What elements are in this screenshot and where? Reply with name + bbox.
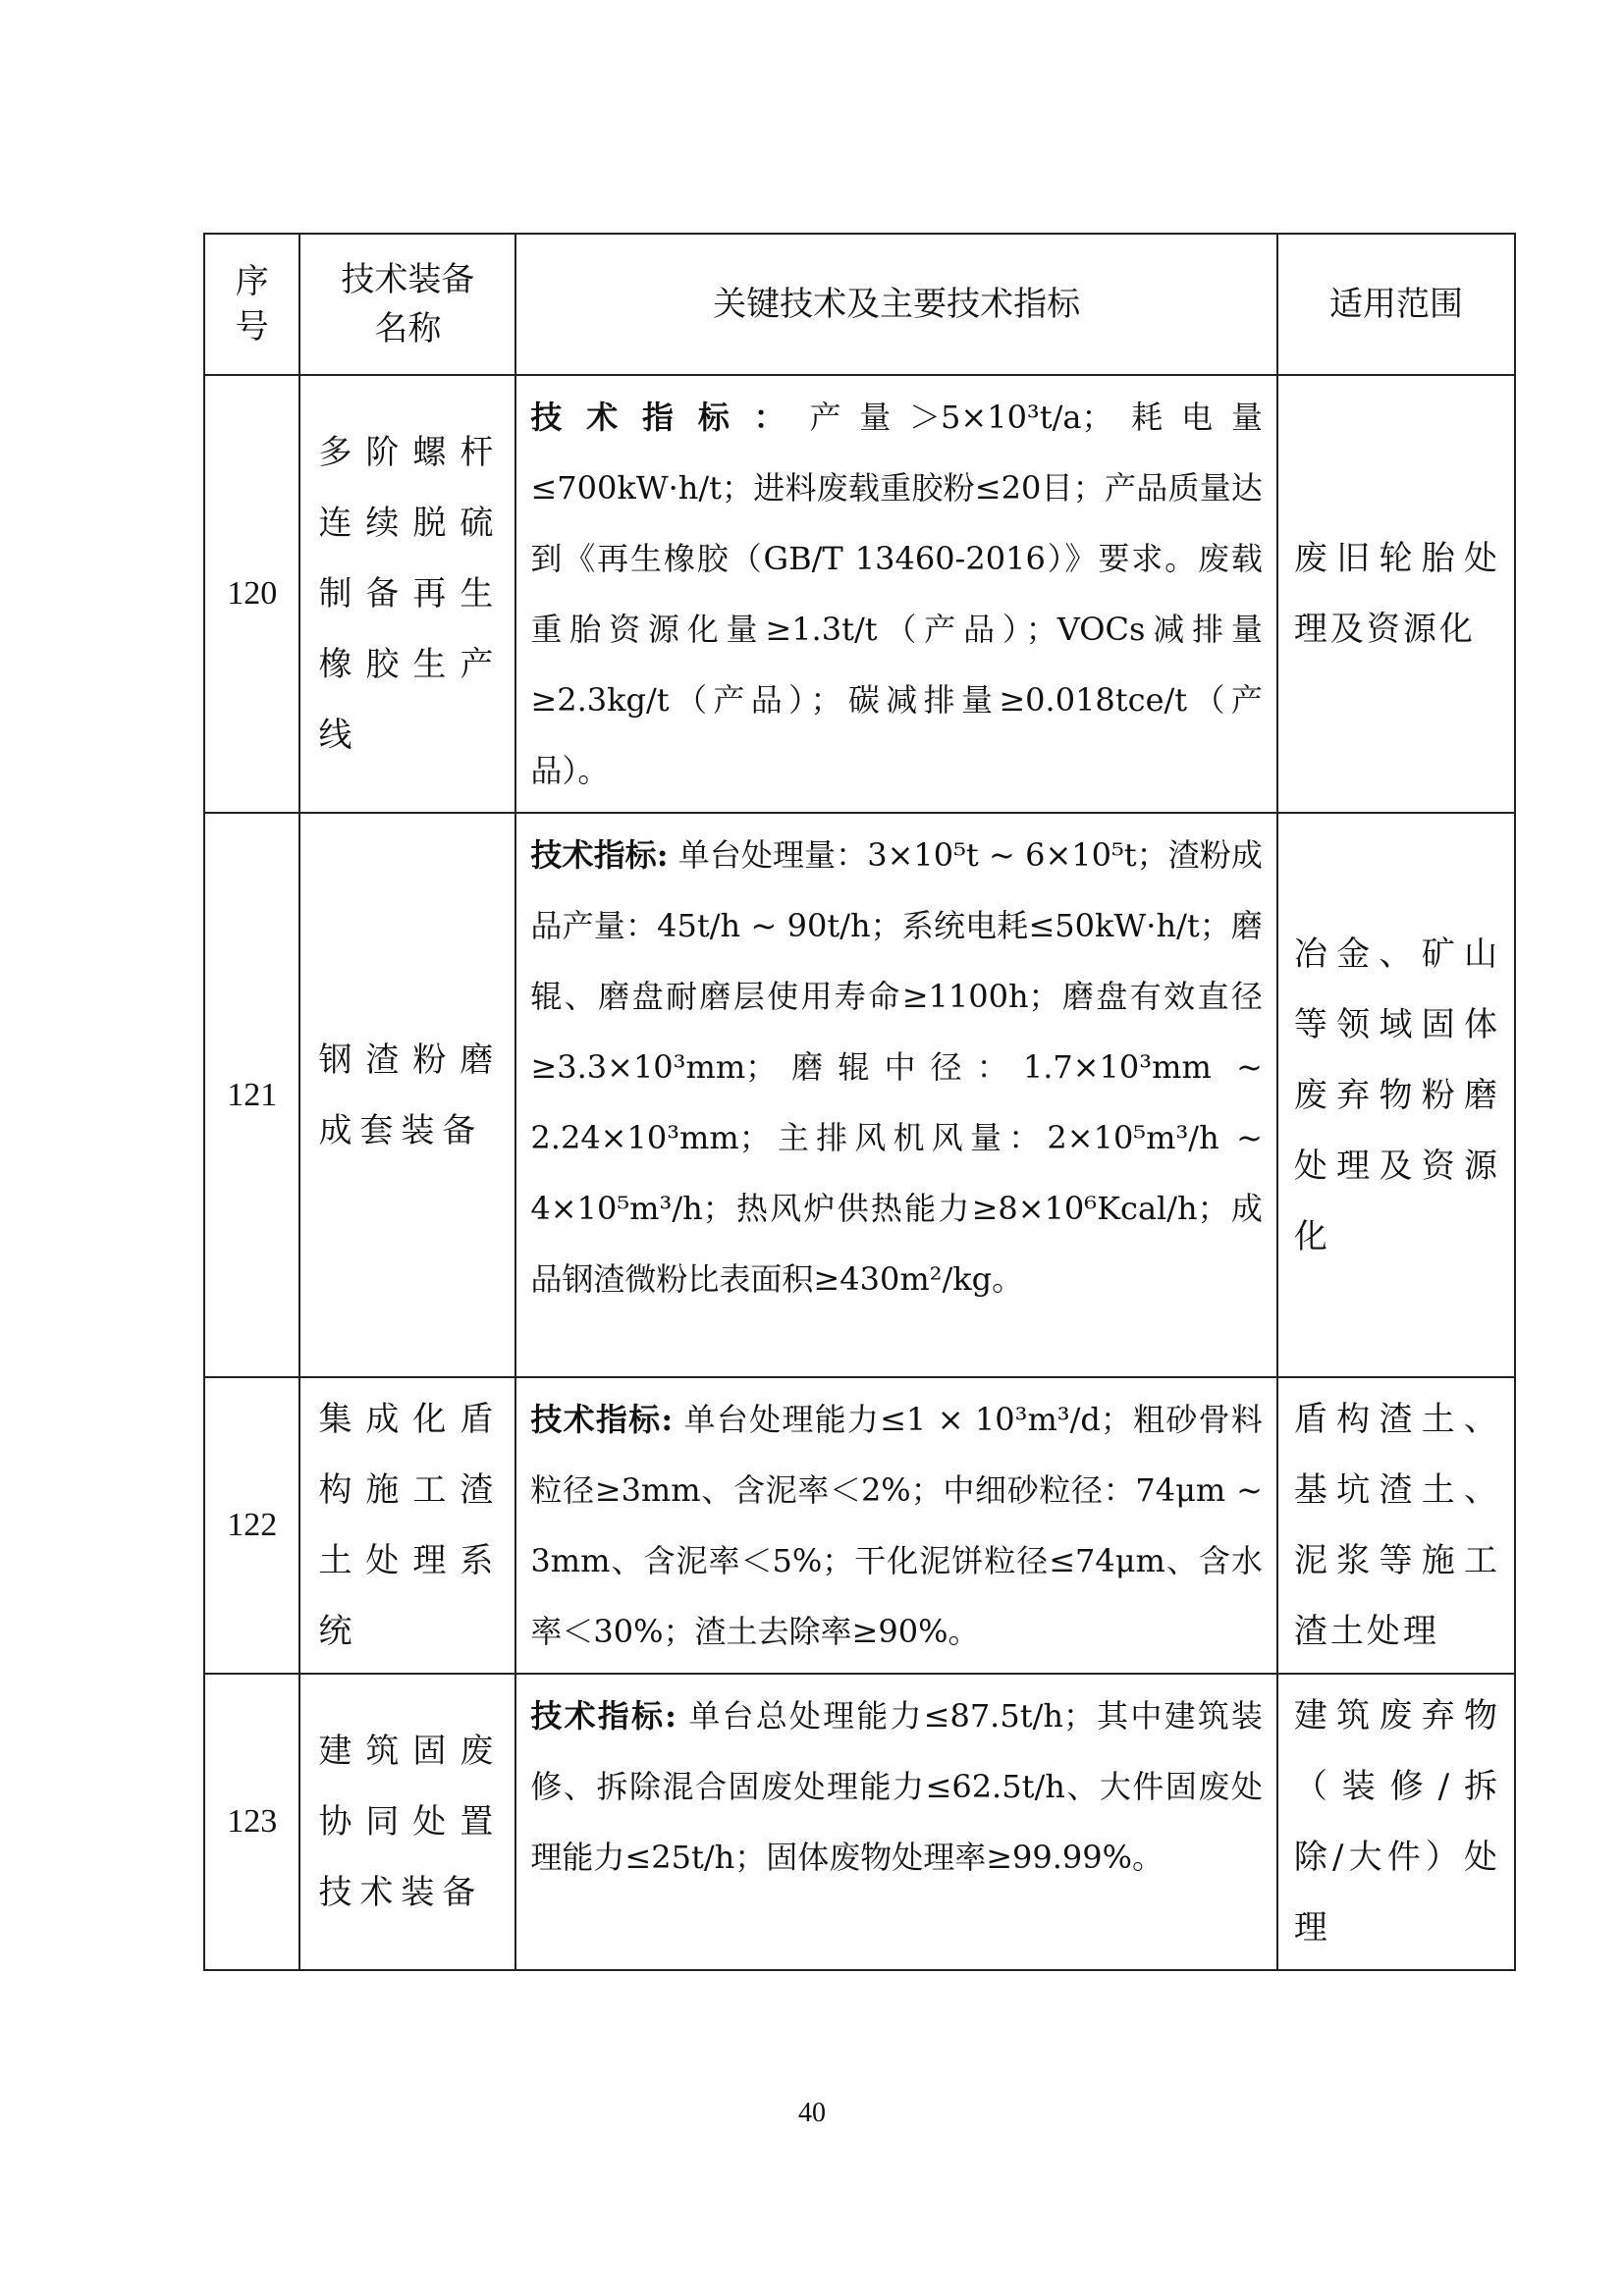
table-row	[204, 1674, 1515, 1970]
tech-indicator-text: 单台处理量：3×10⁵t ~ 6×10⁵t；渣粉成品产量：45t/h ~ 90t/h；系统电耗≤50kW·h/t；磨辊、磨盘耐磨层使用寿命≥1100h；磨盘有效直径≥3.3×10³mm；磨辊中径：1.7×10³mm ~ 2.24×10³mm；主排风机风量：2×10⁵m³/h ~ 4×10⁵m³/h；热风炉供热能力≥8×10⁶Kcal/h；成品钢渣微粉比表面积≥430m²/kg。	[530, 836, 1263, 1298]
row-serial-number: 122	[204, 1377, 299, 1674]
row-serial-number: 121	[204, 813, 299, 1377]
tech-indicator-text: 单台处理能力≤1 × 10³m³/d；粗砂骨料粒径≥3mm、含泥率＜2%；中细砂粒径：74μm ~ 3mm、含泥率＜5%；干化泥饼粒径≤74μm、含水率＜30%；渣土去除率≥90%。	[530, 1401, 1263, 1650]
row-scope: 冶金、矿山等领域固体废弃物粉磨处理及资源化	[1277, 813, 1515, 1377]
equipment-table	[203, 233, 1516, 1971]
table-body	[204, 375, 1515, 1970]
row-scope: 盾构渣土、基坑渣土、泥浆等施工渣土处理	[1277, 1377, 1515, 1674]
row-tech-indicators	[515, 375, 1276, 813]
table-row	[204, 1377, 1515, 1674]
header-row	[204, 234, 1515, 375]
row-equipment-name: 建筑固废协同处置技术装备	[299, 1674, 515, 1970]
table-row	[204, 813, 1515, 1377]
row-serial-number: 123	[204, 1674, 299, 1970]
table-header	[204, 234, 1515, 375]
tech-indicator-text: 产量＞5×10³t/a；耗电量≤700kW·h/t；进料废载重胶粉≤20目；产品质量达到《再生橡胶（GB/T 13460-2016）》要求。废载重胎资源化量≥1.3t/t（产品）；VOCs减排量≥2.3kg/t（产品）；碳减排量≥0.018tce/t（产品）。	[530, 399, 1263, 789]
tech-indicator-label: 技术指标:	[530, 836, 669, 874]
tech-indicator-label: 技术指标:	[530, 1401, 674, 1438]
row-tech-indicators	[515, 1674, 1276, 1970]
row-equipment-name: 集成化盾构施工渣土处理系统	[299, 1377, 515, 1674]
header-scope: 适用范围	[1277, 234, 1515, 375]
row-scope: 建筑废弃物（装修/拆除/大件）处理	[1277, 1674, 1515, 1970]
table-row	[204, 375, 1515, 813]
tech-indicator-label: 技术指标:	[530, 1697, 677, 1735]
row-tech-indicators	[515, 1377, 1276, 1674]
page-number: 40	[798, 2098, 826, 2128]
header-key-technology: 关键技术及主要技术指标	[515, 234, 1276, 375]
row-scope: 废旧轮胎处理及资源化	[1277, 375, 1515, 813]
row-equipment-name: 钢渣粉磨成套装备	[299, 813, 515, 1377]
row-equipment-name: 多阶螺杆连续脱硫制备再生橡胶生产线	[299, 375, 515, 813]
header-equipment-name: 技术装备名称	[299, 234, 515, 375]
tech-indicator-label: 技术指标：	[530, 399, 810, 436]
row-serial-number: 120	[204, 375, 299, 813]
header-serial-number: 序号	[204, 234, 299, 375]
tech-indicator-text: 单台总处理能力≤87.5t/h；其中建筑装修、拆除混合固废处理能力≤62.5t/h、大件固废处理能力≤25t/h；固体废物处理率≥99.99%。	[530, 1697, 1263, 1876]
row-tech-indicators	[515, 813, 1276, 1377]
